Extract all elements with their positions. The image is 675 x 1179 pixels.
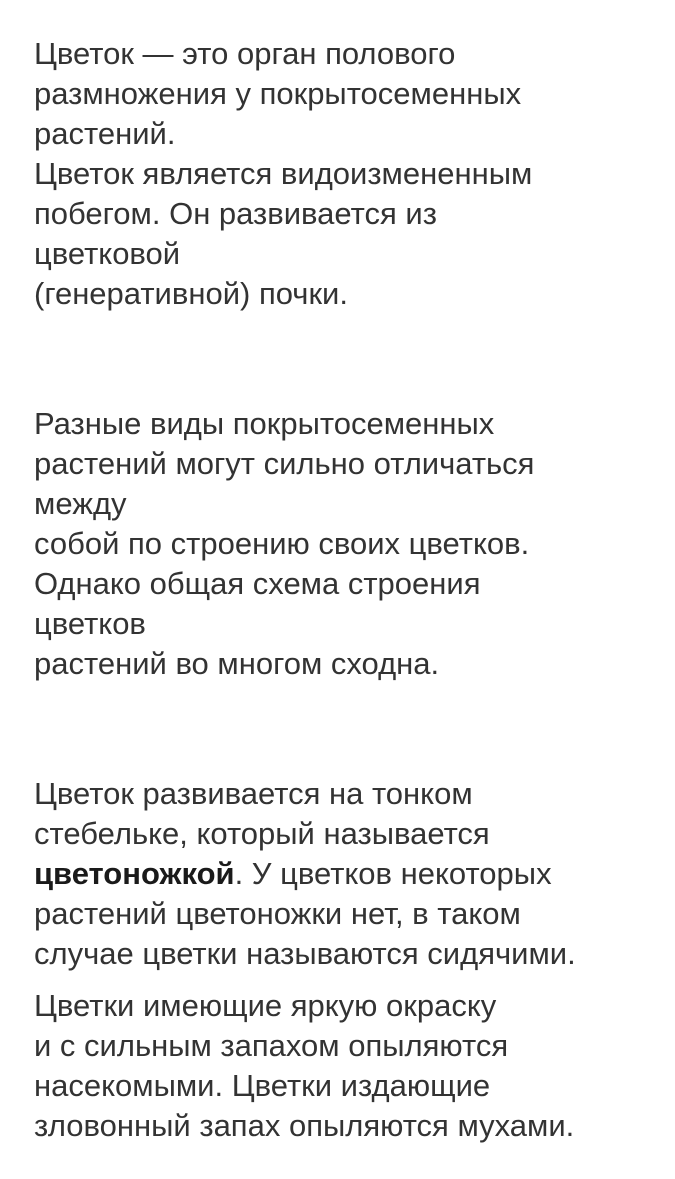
text-line: размножения у покрытосеменных: [34, 76, 522, 111]
text-line: стебельке, который называется: [34, 816, 490, 851]
text-line: растений цветоножки нет, в таком: [34, 896, 521, 931]
text-line: собой по строению своих цветков.: [34, 526, 530, 561]
text-line: Цветок является видоизмененным: [34, 156, 533, 191]
text-line: Цветок развивается на тонком: [34, 776, 473, 811]
text-line: растений во многом сходна.: [34, 646, 440, 681]
text-line: побегом. Он развивается из: [34, 196, 437, 231]
text-line: Разные виды покрытосеменных: [34, 406, 495, 441]
paragraph-peduncle: [34, 774, 664, 974]
text-line: и с сильным запахом опыляются: [34, 1028, 509, 1063]
text-line: растений могут сильно отличаться: [34, 446, 535, 481]
text-line: Цветок — это орган полового: [34, 36, 456, 71]
text-line: растений.: [34, 116, 176, 151]
text-line: (генеративной) почки.: [34, 276, 348, 311]
text-line: Цветки имеющие яркую окраску: [34, 988, 497, 1023]
paragraph-pollination: [34, 986, 664, 1146]
text-line: случае цветки называются сидячими.: [34, 936, 576, 971]
paragraph-flower-definition: [34, 34, 664, 314]
paragraph-spacer: [34, 314, 664, 404]
text-line: [34, 854, 664, 894]
paragraph-spacer: [34, 974, 664, 986]
text-fragment: . У цветков некоторых: [234, 856, 552, 891]
text-line: цветков: [34, 606, 146, 641]
text-line: между: [34, 486, 127, 521]
document-body: [34, 34, 664, 1146]
text-line: Однако общая схема строения: [34, 566, 481, 601]
text-line: насекомыми. Цветки издающие: [34, 1068, 491, 1103]
text-line: зловонный запах опыляются мухами.: [34, 1108, 575, 1143]
paragraph-spacer: [34, 684, 664, 774]
paragraph-flower-structure: [34, 404, 664, 684]
text-line: цветковой: [34, 236, 181, 271]
bold-term: цветоножкой: [34, 856, 235, 891]
